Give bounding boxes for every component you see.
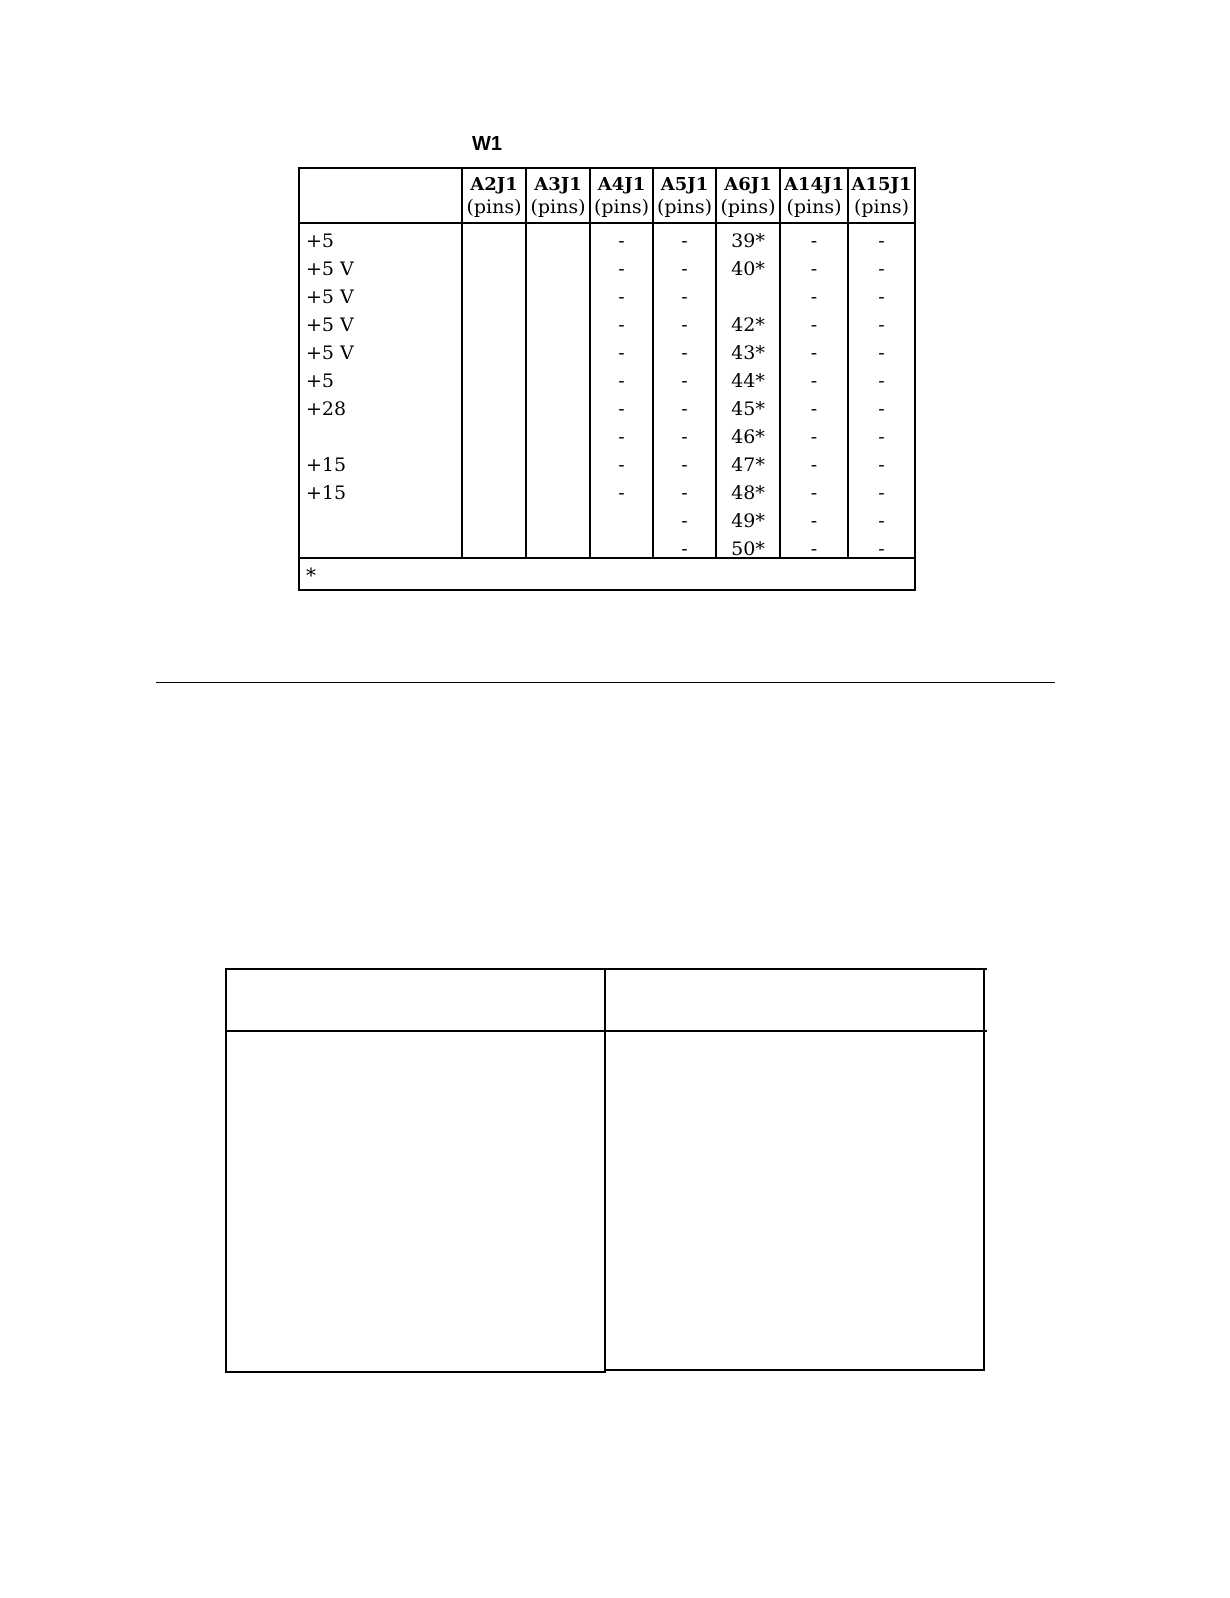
table-cell-a4: - <box>618 482 625 504</box>
table-cell-a5: - <box>681 314 688 336</box>
table-cell-a14: - <box>810 342 818 364</box>
table-cell-a6: 50* <box>731 538 765 560</box>
footnote: * <box>306 563 316 587</box>
table-cell-a14: - <box>810 454 818 476</box>
table-cell-a5: - <box>681 286 688 308</box>
row-label: +5 V <box>306 342 354 364</box>
table-right-border <box>983 968 985 1371</box>
table-cell-a15: - <box>878 538 885 560</box>
table-cell-a15: - <box>878 398 885 420</box>
col-header-a4j1: A4J1 (pins) <box>593 174 650 218</box>
table-cell-a4: - <box>618 342 625 364</box>
table-cell-a6: 44* <box>731 370 765 392</box>
table-cell-a5: - <box>681 230 688 252</box>
row-label: +15 <box>306 454 347 476</box>
table-bottom-border-left <box>225 1371 606 1373</box>
table-cell-a6: 48* <box>731 482 765 504</box>
w1-pin-table <box>298 167 916 591</box>
table-cell-a15: - <box>878 370 885 392</box>
table-cell-a15: - <box>878 426 885 448</box>
table-cell-a14: - <box>810 230 818 252</box>
table-cell-a6: 42* <box>731 314 765 336</box>
section-divider <box>156 682 1055 683</box>
table-left-border <box>225 968 227 1373</box>
table-caption: W1 <box>472 133 502 155</box>
table-cell-a5: - <box>681 538 688 560</box>
table-cell-a14: - <box>810 398 818 420</box>
header-rule <box>300 222 914 224</box>
table-cell-a5: - <box>681 510 688 532</box>
col-header-a15j1: A15J1 (pins) <box>851 174 912 218</box>
row-label: +5 V <box>306 258 354 280</box>
table-cell-a15: - <box>878 454 885 476</box>
col-header-a14j1: A14J1 (pins) <box>783 174 845 218</box>
table-cell-a4: - <box>618 230 625 252</box>
table-cell-a5: - <box>681 342 688 364</box>
table-header-rule <box>225 1030 987 1032</box>
table-cell-a14: - <box>810 370 818 392</box>
table-cell-a6: 47* <box>731 454 765 476</box>
table-cell-a5: - <box>681 398 688 420</box>
table-bottom-border-right <box>604 1369 985 1371</box>
table-center-divider <box>604 968 606 1373</box>
table-cell-a6: 40* <box>731 258 765 280</box>
table-cell-a5: - <box>681 370 688 392</box>
table-cell-a14: - <box>810 538 818 560</box>
table-cell-a4: - <box>618 314 625 336</box>
table-cell-a4: - <box>618 398 625 420</box>
table-cell-a15: - <box>878 230 885 252</box>
table-cell-a6: 45* <box>731 398 765 420</box>
row-label: +28 <box>306 398 347 420</box>
row-label: +5 V <box>306 314 354 336</box>
table-cell-a14: - <box>810 314 818 336</box>
table-cell-a15: - <box>878 342 885 364</box>
row-label: +15 <box>306 482 347 504</box>
column-divider <box>461 169 463 557</box>
empty-two-column-table <box>225 968 987 1373</box>
table-cell-a15: - <box>878 314 885 336</box>
column-divider <box>525 169 527 557</box>
table-cell-a6: 49* <box>731 510 765 532</box>
col-header-a2j1: A2J1 (pins) <box>466 174 522 218</box>
table-cell-a5: - <box>681 482 688 504</box>
table-cell-a15: - <box>878 510 885 532</box>
col-header-a6j1: A6J1 (pins) <box>720 174 776 218</box>
table-cell-a6: 43* <box>731 342 765 364</box>
table-cell-a14: - <box>810 426 818 448</box>
table-cell-a4: - <box>618 426 625 448</box>
table-cell-a4: - <box>618 454 625 476</box>
table-cell-a4: - <box>618 258 625 280</box>
table-top-border <box>225 968 987 970</box>
table-cell-a5: - <box>681 426 688 448</box>
table-cell-a5: - <box>681 258 688 280</box>
table-cell-a4: - <box>618 370 625 392</box>
table-cell-a5: - <box>681 454 688 476</box>
table-cell-a14: - <box>810 258 818 280</box>
table-cell-a14: - <box>810 510 818 532</box>
table-cell-a6: 46* <box>731 426 765 448</box>
table-cell-a4: - <box>618 286 625 308</box>
row-label: +5 V <box>306 286 354 308</box>
table-cell-a15: - <box>878 482 885 504</box>
row-label: +5 <box>306 230 335 252</box>
table-cell-a6: 39* <box>731 230 765 252</box>
col-header-a5j1: A5J1 (pins) <box>656 174 713 218</box>
table-cell-a14: - <box>810 482 818 504</box>
table-cell-a15: - <box>878 258 885 280</box>
col-header-a3j1: A3J1 (pins) <box>530 174 586 218</box>
row-label: +5 <box>306 370 335 392</box>
table-cell-a15: - <box>878 286 885 308</box>
table-cell-a14: - <box>810 286 818 308</box>
